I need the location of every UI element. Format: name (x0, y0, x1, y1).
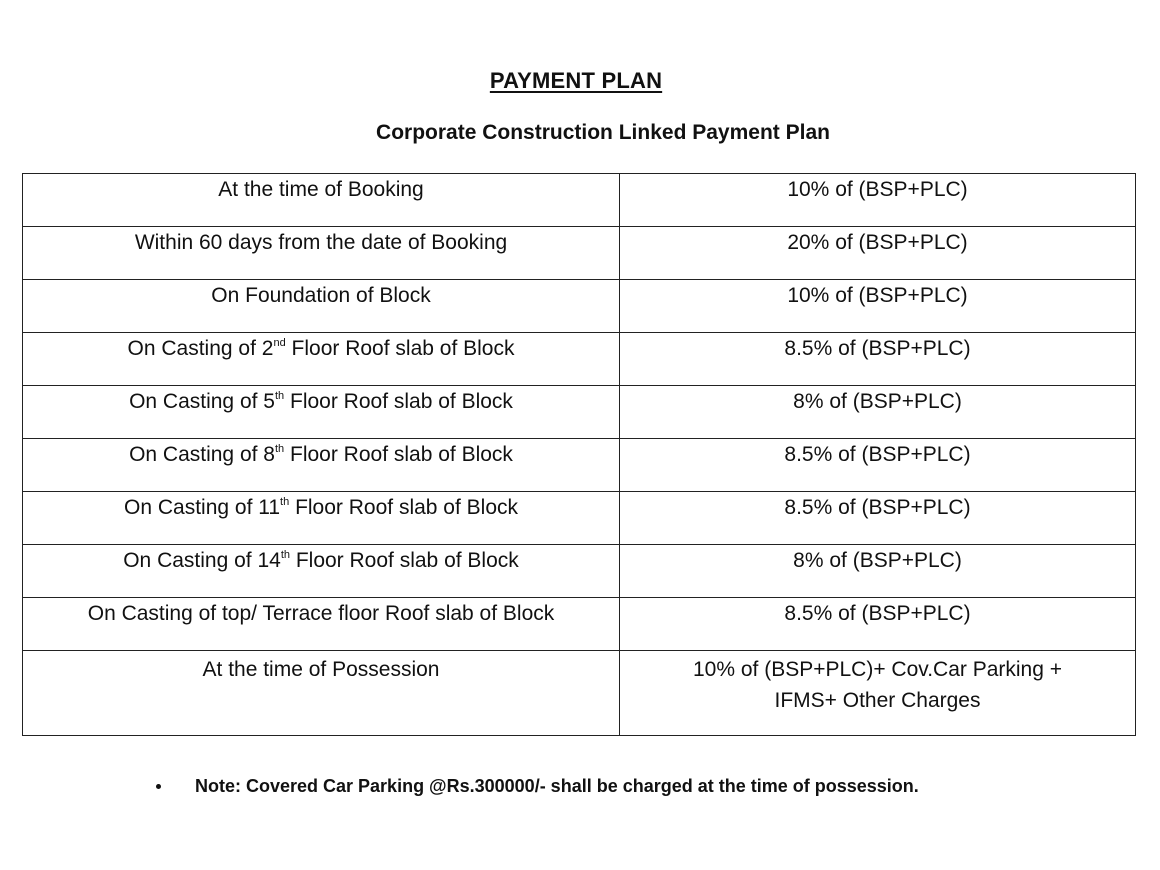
payment-cell: 8.5% of (BSP+PLC) (620, 598, 1136, 651)
table-row (23, 280, 1136, 333)
ordinal-suffix: th (280, 549, 290, 561)
stage-cell (23, 174, 620, 227)
note (156, 776, 919, 797)
table-row (23, 174, 1136, 227)
payment-text-line2: IFMS+ Other Charges (774, 689, 981, 712)
plan-subtitle: Corporate Construction Linked Payment Plan (376, 121, 830, 144)
payment-cell: 10% of (BSP+PLC) (620, 174, 1136, 227)
stage-text: On Casting of 5 (129, 390, 275, 413)
table-row (23, 598, 1136, 651)
stage-text: At the time of Booking (218, 178, 424, 201)
stage-cell (23, 280, 620, 333)
stage-text: On Casting of 14 (123, 549, 281, 572)
table-row (23, 439, 1136, 492)
bullet-icon (156, 784, 161, 789)
payment-cell: 10% of (BSP+PLC) (620, 280, 1136, 333)
payment-plan-body (23, 174, 1136, 736)
stage-text: On Casting of 11 (124, 496, 281, 519)
table-row (23, 333, 1136, 386)
table-row (23, 492, 1136, 545)
payment-cell: 8.5% of (BSP+PLC) (620, 439, 1136, 492)
stage-cell (23, 439, 620, 492)
payment-cell: 20% of (BSP+PLC) (620, 227, 1136, 280)
stage-cell (23, 492, 620, 545)
stage-text-rest: Floor Roof slab of Block (290, 549, 519, 572)
table-row-possession (23, 651, 1136, 736)
ordinal-suffix: th (274, 443, 285, 455)
payment-plan-table (22, 173, 1136, 736)
stage-cell: At the time of Possession (23, 651, 620, 736)
stage-text: On Casting of 8 (129, 443, 275, 466)
table-row (23, 545, 1136, 598)
stage-cell (23, 545, 620, 598)
stage-text-rest: Floor Roof slab of Block (289, 496, 518, 519)
payment-cell: 8.5% of (BSP+PLC) (620, 333, 1136, 386)
table-row (23, 227, 1136, 280)
stage-cell (23, 386, 620, 439)
stage-text: On Foundation of Block (211, 284, 431, 307)
payment-cell: 8% of (BSP+PLC) (620, 545, 1136, 598)
stage-cell (23, 227, 620, 280)
stage-text-rest: Floor Roof slab of Block (284, 390, 513, 413)
stage-cell (23, 333, 620, 386)
stage-text: On Casting of 2 (127, 337, 274, 360)
stage-text-rest: Floor Roof slab of Block (285, 337, 515, 360)
table-row (23, 386, 1136, 439)
payment-text-line1: 10% of (BSP+PLC)+ Cov.Car Parking + (692, 658, 1063, 681)
ordinal-suffix: nd (273, 337, 286, 349)
note-text: Note: Covered Car Parking @Rs.300000/- shall be charged at the time of possession. (195, 776, 919, 796)
stage-text: On Casting of top/ Terrace floor Roof slab of Block (87, 602, 555, 625)
payment-cell: 8% of (BSP+PLC) (620, 386, 1136, 439)
stage-text: Within 60 days from the date of Booking (134, 231, 508, 254)
payment-cell (620, 651, 1136, 736)
ordinal-suffix: th (280, 496, 290, 508)
payment-cell: 8.5% of (BSP+PLC) (620, 492, 1136, 545)
stage-cell (23, 598, 620, 651)
ordinal-suffix: th (274, 390, 285, 402)
stage-text-rest: Floor Roof slab of Block (284, 443, 513, 466)
page-title: PAYMENT PLAN (489, 68, 663, 93)
